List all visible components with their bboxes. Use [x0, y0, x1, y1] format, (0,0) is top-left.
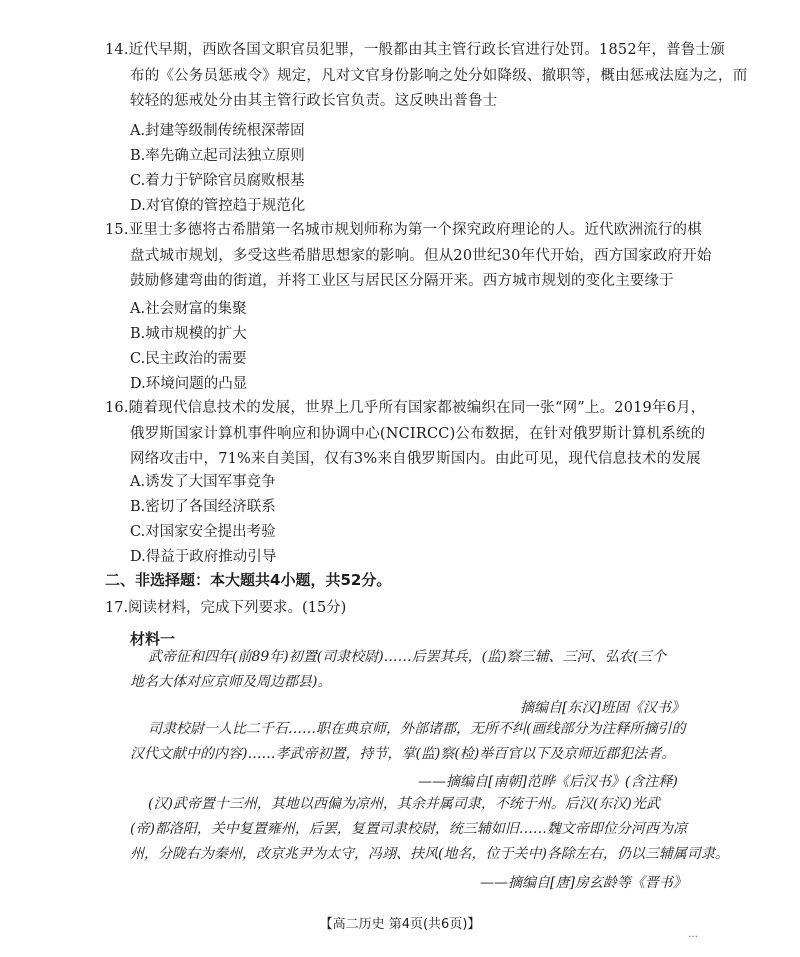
question-16-line-2: 俄罗斯国家计算机事件响应和协调中心(NCIRCC)公布数据，在针对俄罗斯计算机系统的: [130, 425, 706, 442]
material-1-paragraph-2-line-1: 司隶校尉一人比二千石……职在典京师，外部诸郡，无所不纠(画线部分为注释所摘引的: [148, 721, 686, 737]
material-1-paragraph-1-line-1: 武帝征和四年(前89年)初置(司隶校尉)……后罢其兵，(监)察三辅、三河、弘农(三个: [148, 649, 667, 665]
question-14-option-a: A.封建等级制传统根深蒂固: [130, 123, 305, 139]
material-1-paragraph-1-line-2: 地名大体对应京师及周边郡县)。: [130, 674, 332, 690]
material-1-paragraph-3-line-2: (帝)都洛阳，关中复置雍州，后罢，复置司隶校尉，统三辅如旧……魏文帝即位分河西为凉: [130, 821, 687, 837]
question-16-option-a: A.诱发了大国军事竞争: [130, 474, 276, 490]
question-16-option-c: C.对国家安全提出考验: [130, 524, 276, 540]
question-15-option-c: C.民主政治的需要: [130, 351, 247, 367]
question-16-option-b: B.密切了各国经济联系: [130, 499, 276, 515]
question-14-option-c: C.着力于铲除官员腐败根基: [130, 173, 305, 189]
question-14-line-1: 14.近代早期，西欧各国文职官员犯罪，一般都由其主管行政长官进行处罚。1852年，普鲁士颁: [105, 42, 725, 58]
question-15-option-b: B.城市规模的扩大: [130, 326, 247, 342]
material-1-paragraph-2-line-2: 汉代文献中的内容)……孝武帝初置，持节，掌(监)察(检)举百官以下及京师近郡犯法者。: [130, 746, 676, 762]
material-1-title: 材料一: [130, 630, 176, 648]
question-14-option-b: B.率先确立起司法独立原则: [130, 148, 305, 164]
question-15-option-d: D.环境问题的凸显: [130, 376, 248, 392]
question-14: [105, 38, 748, 115]
question-16-line-3: 网络攻击中，71%来自美国，仅有3%来自俄罗斯国内。由此可见，现代信息技术的发展: [130, 451, 701, 467]
section-title: 二、非选择题：本大题共4小题，共52分。: [105, 571, 392, 589]
material-1-paragraph-3-line-1: (汉)武帝置十三州，其地以西偏为凉州，其余并属司隶，不统于州。后汉(东汉)光武: [148, 796, 660, 812]
question-15-line-2: 盘式城市规划，多受这些希腊思想家的影响。但从20世纪30年代开始，西方国家政府开始: [130, 247, 712, 264]
question-16-line-1: 16.随着现代信息技术的发展，世界上几乎所有国家都被编织在同一张“网”上。2019年6月，: [105, 400, 706, 416]
question-14-line-2: 布的《公务员惩戒令》规定，凡对文官身份影响之处分如降级、撤职等，概由惩戒法庭为之，而: [130, 67, 748, 84]
question-15-line-3: 鼓励修建弯曲的街道，并将工业区与居民区分隔开来。西方城市规划的变化主要缘于: [130, 273, 674, 289]
question-14-line-3: 较轻的惩戒处分由其主管行政长官负责。这反映出普鲁士: [130, 93, 498, 109]
material-1-source-1: 摘编自[东汉]班固《汉书》: [520, 700, 685, 716]
material-1-source-2: ——摘编自[南朝]范晔《后汉书》(含注释): [418, 774, 678, 790]
question-17-prompt: 17.阅读材料，完成下列要求。(15分): [105, 600, 347, 616]
corner-mark: …: [688, 929, 698, 940]
question-15-line-1: 15.亚里士多德将古希腊第一名城市规划师称为第一个探究政府理论的人。近代欧洲流行的棋: [105, 222, 702, 238]
question-15: [105, 218, 712, 295]
question-14-option-d: D.对官僚的管控趋于规范化: [130, 198, 306, 214]
material-1-paragraph-3-line-3: 州，分陇右为秦州，改京兆尹为太守，冯翊、扶风(地名，位于关中)各除左右，仍以三辅属司隶。: [130, 846, 729, 862]
question-16: [105, 396, 706, 473]
question-16-option-d: D.得益于政府推动引导: [130, 549, 277, 565]
question-15-option-a: A.社会财富的集聚: [130, 301, 247, 317]
page-footer: 【高二历史 第4页(共6页)】: [319, 917, 481, 932]
material-1-source-3: ——摘编自[唐]房玄龄等《晋书》: [480, 875, 687, 891]
